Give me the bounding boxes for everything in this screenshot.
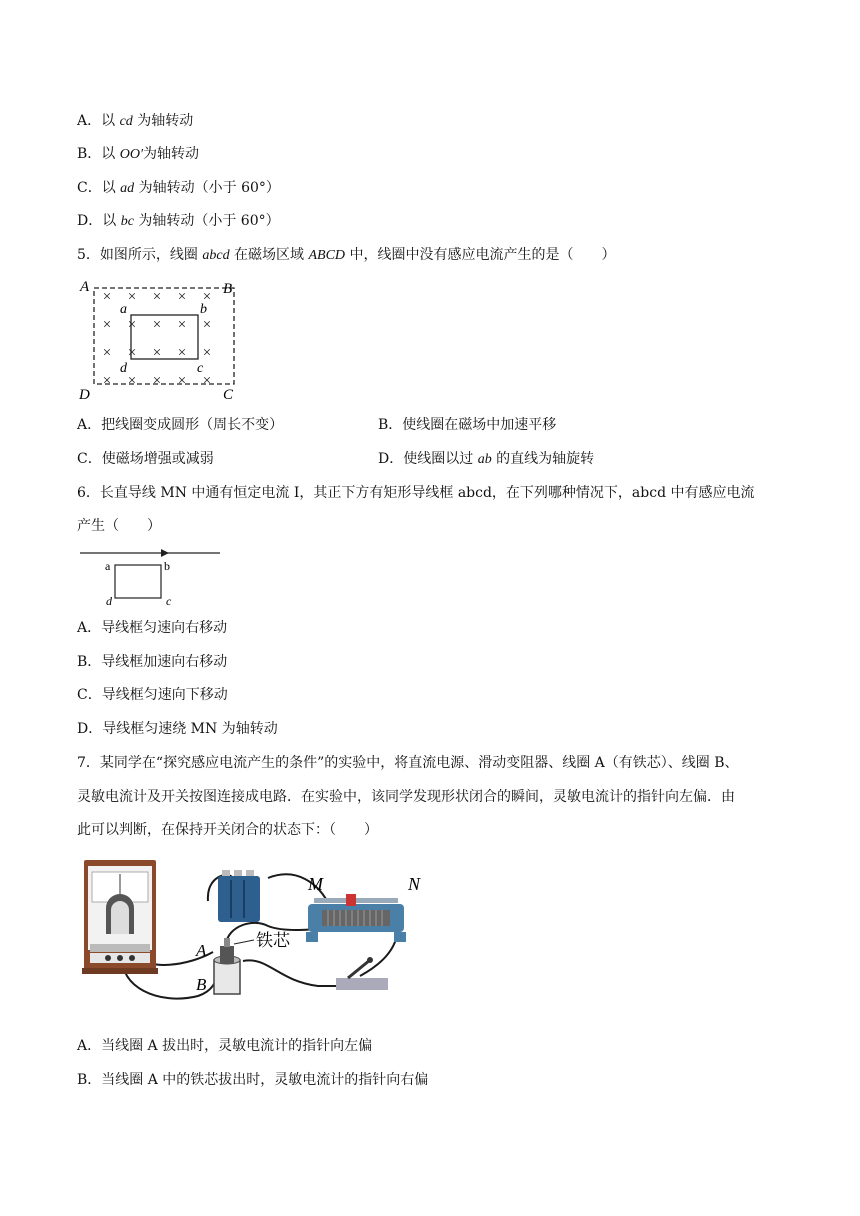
q5-label-B: B [223, 281, 233, 297]
q5-option-d: D．使线圈以过 ab 的直线为轴旋转 [378, 451, 595, 467]
field-cross-1-2: × [152, 317, 162, 333]
field-cross-2-1: × [127, 345, 137, 361]
q5-label-c: c [197, 361, 204, 376]
field-cross-2-3: × [177, 345, 187, 361]
q4-option-a: A．以 cd 为轴转动 [77, 113, 194, 129]
q4-option-c: C．以 ad 为轴转动（小于 60°） [77, 180, 280, 196]
field-cross-3-1: × [127, 373, 137, 389]
q5-label-C: C [223, 387, 234, 402]
field-cross-3-2: × [152, 373, 162, 389]
q7-label-N: N [408, 874, 421, 894]
q7-label-core: 铁芯 [256, 931, 290, 950]
q6-option-b: B．导线框加速向右移动 [77, 654, 228, 670]
q7-label-M: M [308, 874, 323, 894]
q4-option-d: D．以 bc 为轴转动（小于 60°） [77, 213, 280, 229]
q5-label-a: a [120, 302, 127, 317]
q5-option-b: B．使线圈在磁场中加速平移 [378, 417, 557, 433]
q6-option-c: C．导线框匀速向下移动 [77, 687, 228, 703]
field-cross-3-4: × [202, 373, 212, 389]
field-cross-0-4: × [202, 289, 212, 305]
galvanometer [82, 860, 158, 974]
q7-option-a: A．当线圈 A 拔出时，灵敏电流计的指针向左偏 [77, 1038, 373, 1054]
q6-label-d: d [106, 594, 112, 607]
q5-option-c: C．使磁场增强或减弱 [77, 451, 214, 467]
q7-label-B: B [196, 975, 207, 994]
field-cross-1-1: × [127, 317, 137, 333]
q6-stem-line2: 产生（ ） [77, 518, 161, 534]
field-cross-2-2: × [152, 345, 162, 361]
q7-stem-line1: 7．某同学在“探究感应电流产生的条件”的实验中，将直流电源、滑动变阻器、线圈 A（有铁芯）、线圈 B、 [77, 755, 739, 771]
q6-label-b: b [164, 559, 170, 573]
q5-figure [76, 276, 246, 402]
field-cross-0-0: × [102, 289, 112, 305]
q5-stem: 5．如图所示，线圈 abcd 在磁场区域 ABCD 中，线圈中没有感应电流产生的是（ ） [77, 247, 616, 263]
q6-stem-line1: 6．长直导线 MN 中通有恒定电流 I，其正下方有矩形导线框 abcd，在下列哪种情况下，abcd 中有感应电流 [77, 485, 755, 501]
field-cross-1-0: × [102, 317, 112, 333]
field-cross-0-1: × [127, 289, 137, 305]
q7-stem-line3: 此可以判断，在保持开关闭合的状态下：（ ） [77, 822, 378, 838]
field-cross-0-3: × [177, 289, 187, 305]
q5-label-A: A [80, 279, 90, 295]
field-cross-2-4: × [202, 345, 212, 361]
q7-apparatus-figure [78, 856, 438, 1014]
q7-stem-line2: 灵敏电流计及开关按图连接成电路．在实验中，该同学发现形状闭合的瞬间，灵敏电流计的指针向左偏．由 [77, 789, 735, 805]
q6-figure [78, 545, 223, 607]
field-cross-3-3: × [177, 373, 187, 389]
battery [218, 870, 260, 922]
q4-option-b: B．以 OO′为轴转动 [77, 146, 200, 162]
field-cross-2-0: × [102, 345, 112, 361]
q7-option-b: B．当线圈 A 中的铁芯拔出时，灵敏电流计的指针向右偏 [77, 1072, 429, 1088]
q6-label-a: a [105, 559, 111, 573]
q6-option-d: D．导线框匀速绕 MN 为轴转动 [77, 721, 278, 737]
field-cross-3-0: × [102, 373, 112, 389]
q6-option-a: A．导线框匀速向右移动 [77, 620, 228, 636]
q7-label-A: A [196, 941, 207, 960]
q5-label-D: D [79, 387, 90, 402]
q5-label-d: d [120, 361, 127, 376]
coil-a [220, 938, 234, 964]
field-cross-0-2: × [152, 289, 162, 305]
q5-option-a: A．把线圈变成圆形（周长不变） [77, 417, 284, 433]
q6-label-c: c [166, 594, 172, 607]
rheostat [306, 894, 406, 942]
field-cross-1-4: × [202, 317, 212, 333]
field-cross-1-3: × [177, 317, 187, 333]
q5-label-b: b [200, 302, 207, 317]
